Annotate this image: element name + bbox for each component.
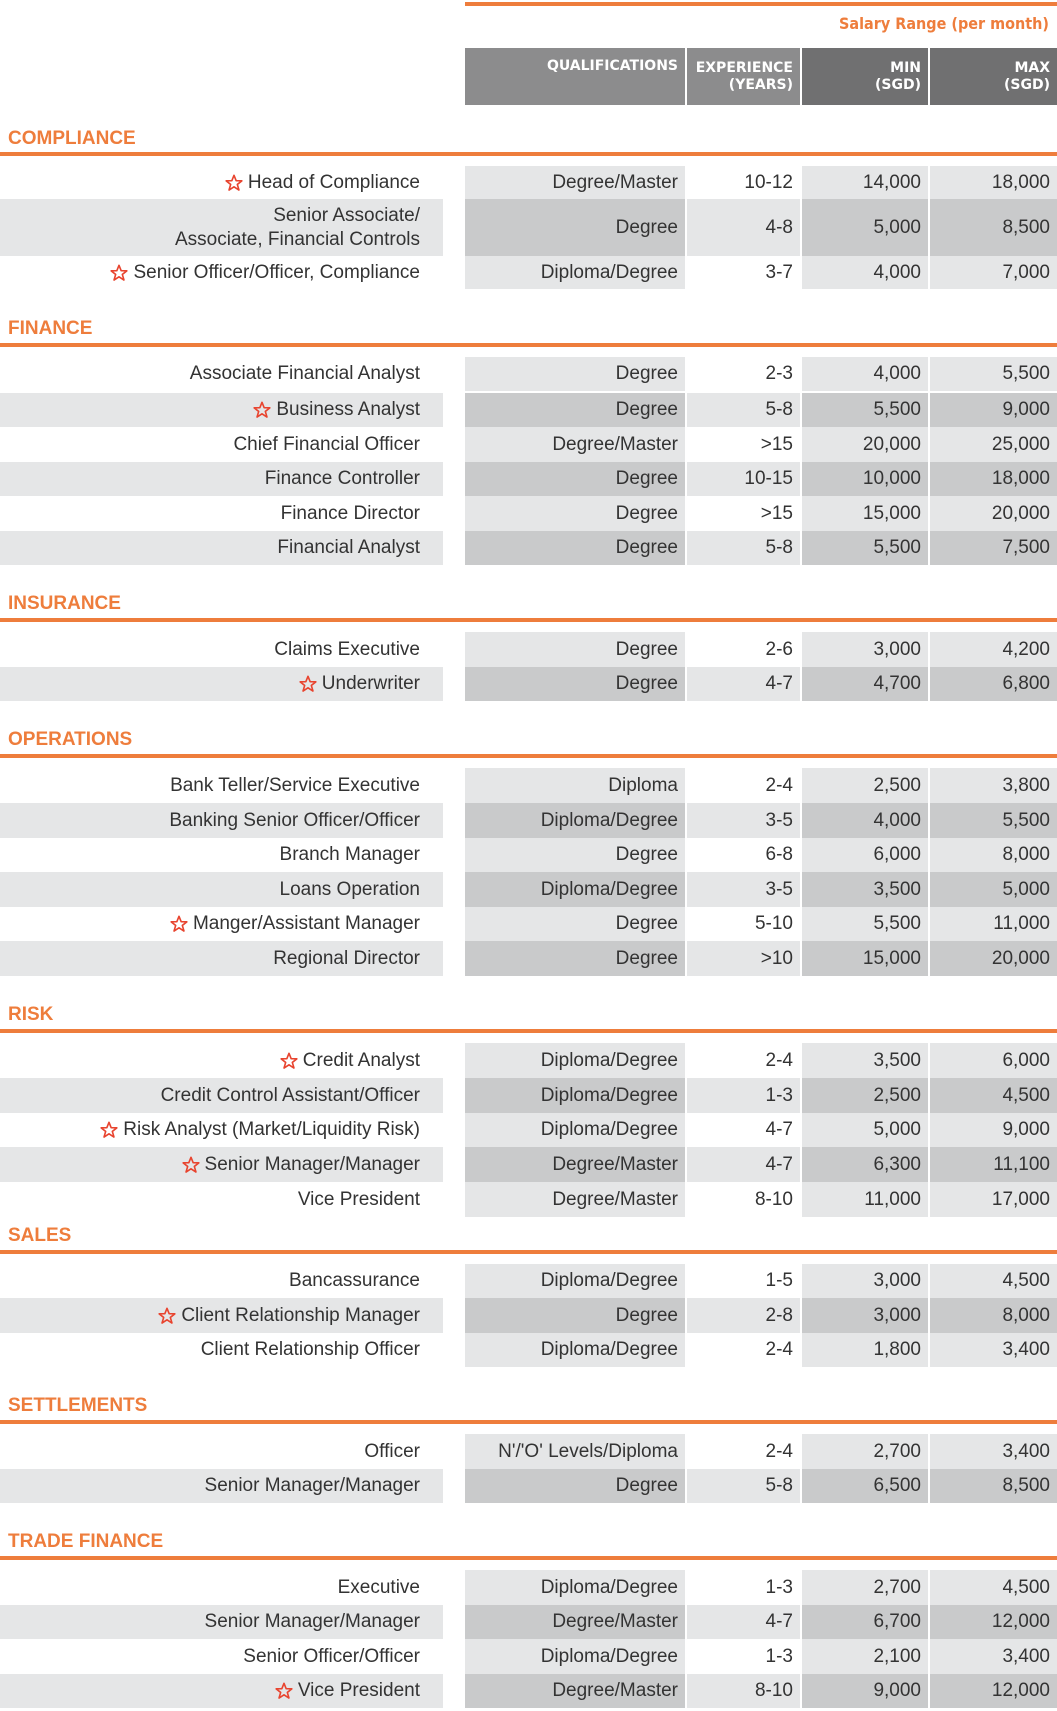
table-row: [0, 166, 1057, 199]
max-salary-cell: 8,500: [930, 1469, 1057, 1503]
section-divider: [0, 343, 1057, 347]
table-row: [0, 1043, 1057, 1078]
experience-cell: >10: [687, 941, 800, 976]
star-icon: [280, 1052, 298, 1070]
table-row: [0, 427, 1057, 462]
min-salary-cell: 3,000: [802, 1264, 928, 1298]
job-title: Senior Manager/Manager: [204, 1475, 420, 1496]
table-row: [0, 1147, 1057, 1182]
job-title-cell: [0, 1078, 443, 1113]
qualifications-header-label: QUALIFICATIONS: [546, 58, 678, 74]
experience-cell: 3-5: [687, 872, 800, 907]
job-title: Head of Compliance: [247, 171, 420, 193]
qualification-cell: Diploma/Degree: [465, 256, 685, 289]
job-title-cell: [0, 1333, 443, 1367]
job-title-cell: [0, 1469, 443, 1503]
qualification-cell: Degree: [465, 393, 685, 427]
min-salary-cell: 11,000: [802, 1182, 928, 1217]
qualification-cell: Diploma: [465, 768, 685, 803]
min-salary-cell: 4,700: [802, 667, 928, 701]
table-row: [0, 803, 1057, 838]
job-title-line: Associate, Financial Controls: [175, 228, 420, 250]
job-title: Underwriter: [321, 673, 420, 694]
min-salary-cell: 2,700: [802, 1434, 928, 1469]
experience-cell: 2-3: [687, 357, 800, 391]
max-salary-cell: 5,500: [930, 357, 1057, 391]
job-title-cell: [0, 1147, 443, 1182]
experience-header-unit: (YEARS): [728, 76, 793, 93]
table-row: [0, 1639, 1057, 1674]
job-title: Senior Manager/Manager: [204, 1611, 420, 1632]
section-title: SETTLEMENTS: [8, 1395, 148, 1416]
table-row: [0, 462, 1057, 496]
table-row: [0, 393, 1057, 427]
experience-cell: 1-5: [687, 1264, 800, 1298]
qualification-cell: Degree: [465, 838, 685, 872]
table-row: [0, 838, 1057, 872]
qualification-cell: Degree/Master: [465, 1605, 685, 1639]
star-icon: [225, 174, 243, 192]
job-title-cell: [0, 357, 443, 391]
experience-cell: 5-8: [687, 531, 800, 565]
job-title-cell: [0, 1264, 443, 1298]
table-row: [0, 667, 1057, 701]
table-row: [0, 768, 1057, 803]
job-title: Loans Operation: [279, 878, 420, 900]
min-salary-cell: 5,000: [802, 1113, 928, 1147]
job-title-cell: [0, 166, 443, 199]
table-row: [0, 1333, 1057, 1367]
max-salary-cell: 5,500: [930, 803, 1057, 838]
qualification-cell: Degree: [465, 357, 685, 391]
max-salary-cell: 11,100: [930, 1147, 1057, 1182]
experience-cell: 2-4: [687, 1043, 800, 1078]
job-title-cell: [0, 1639, 443, 1674]
job-title: Financial Analyst: [277, 537, 420, 558]
min-salary-cell: 20,000: [802, 427, 928, 462]
job-title-cell: [0, 1043, 443, 1078]
qualification-cell: Degree: [465, 941, 685, 976]
max-salary-cell: 20,000: [930, 941, 1057, 976]
experience-header-label: EXPERIENCE: [695, 59, 793, 76]
max-salary-cell: 9,000: [930, 393, 1057, 427]
experience-cell: 4-8: [687, 199, 800, 256]
section-title: TRADE FINANCE: [8, 1531, 164, 1552]
section-divider: [0, 1250, 1057, 1254]
star-icon: [100, 1121, 118, 1139]
max-salary-cell: 12,000: [930, 1674, 1057, 1708]
min-salary-cell: 5,500: [802, 531, 928, 565]
qualification-cell: Degree/Master: [465, 1147, 685, 1182]
max-salary-cell: 12,000: [930, 1605, 1057, 1639]
min-salary-cell: 6,000: [802, 838, 928, 872]
job-title: Banking Senior Officer/Officer: [169, 809, 420, 831]
experience-cell: 10-12: [687, 166, 800, 199]
min-salary-cell: 4,000: [802, 357, 928, 391]
qualification-cell: N'/'O' Levels/Diploma: [465, 1434, 685, 1469]
job-title-cell: [0, 632, 443, 667]
max-salary-cell: 18,000: [930, 166, 1057, 199]
qualification-cell: Degree: [465, 1469, 685, 1503]
section-divider: [0, 618, 1057, 622]
qualification-cell: Degree: [465, 667, 685, 701]
min-header-label: MIN: [890, 59, 921, 76]
experience-cell: 2-4: [687, 1333, 800, 1367]
min-salary-cell: 2,700: [802, 1570, 928, 1605]
job-title: Bancassurance: [289, 1270, 420, 1291]
min-salary-cell: 10,000: [802, 462, 928, 496]
qualification-cell: Diploma/Degree: [465, 1113, 685, 1147]
max-salary-cell: 8,000: [930, 1298, 1057, 1333]
max-salary-cell: 4,200: [930, 632, 1057, 667]
job-title: Credit Control Assistant/Officer: [160, 1084, 420, 1106]
max-header-label: MAX: [1014, 59, 1050, 76]
max-salary-cell: 9,000: [930, 1113, 1057, 1147]
experience-cell: 1-3: [687, 1639, 800, 1674]
job-title: Bank Teller/Service Executive: [170, 774, 420, 796]
qualification-cell: Degree/Master: [465, 1674, 685, 1708]
job-title: Credit Analyst: [302, 1049, 420, 1071]
table-row: [0, 1434, 1057, 1469]
star-icon: [170, 915, 188, 933]
table-row: [0, 531, 1057, 565]
table-row: [0, 357, 1057, 391]
job-title: Branch Manager: [279, 844, 420, 865]
table-row: [0, 1570, 1057, 1605]
experience-cell: 5-8: [687, 1469, 800, 1503]
table-row: [0, 256, 1057, 289]
job-title-cell: [0, 1182, 443, 1217]
job-title: Senior Manager/Manager: [204, 1153, 420, 1175]
experience-header: [687, 48, 800, 105]
experience-cell: >15: [687, 427, 800, 462]
max-salary-cell: 20,000: [930, 496, 1057, 531]
max-salary-cell: 5,000: [930, 872, 1057, 907]
qualification-cell: Diploma/Degree: [465, 803, 685, 838]
job-title: Senior Officer/Officer: [243, 1645, 420, 1667]
star-icon: [110, 264, 128, 282]
min-header-unit: (SGD): [875, 76, 921, 93]
job-title: Associate Financial Analyst: [189, 363, 420, 384]
max-salary-cell: 18,000: [930, 462, 1057, 496]
max-salary-cell: 7,000: [930, 256, 1057, 289]
experience-cell: 2-6: [687, 632, 800, 667]
job-title-cell: [0, 462, 443, 496]
min-salary-cell: 3,000: [802, 1298, 928, 1333]
max-salary-header: [930, 48, 1057, 105]
max-salary-cell: 4,500: [930, 1264, 1057, 1298]
job-title: Finance Director: [280, 502, 420, 524]
qualification-cell: Degree/Master: [465, 1182, 685, 1217]
min-salary-cell: 15,000: [802, 496, 928, 531]
section-divider: [0, 1420, 1057, 1424]
max-header-unit: (SGD): [1004, 76, 1050, 93]
job-title-cell: [0, 907, 443, 941]
qualification-cell: Diploma/Degree: [465, 1570, 685, 1605]
job-title: Chief Financial Officer: [233, 433, 420, 455]
experience-cell: 5-10: [687, 907, 800, 941]
section-title: FINANCE: [8, 318, 93, 339]
salary-range-caption: Salary Range (per month): [839, 14, 1049, 33]
min-salary-cell: 2,100: [802, 1639, 928, 1674]
max-salary-cell: 6,000: [930, 1043, 1057, 1078]
max-salary-cell: 8,000: [930, 838, 1057, 872]
job-title: Vice President: [297, 1188, 420, 1210]
max-salary-cell: 25,000: [930, 427, 1057, 462]
table-row: [0, 1674, 1057, 1708]
table-row: [0, 1182, 1057, 1217]
job-title-cell: [0, 1570, 443, 1605]
job-title-cell: [0, 768, 443, 803]
table-row: [0, 1264, 1057, 1298]
qualification-cell: Degree: [465, 632, 685, 667]
min-salary-cell: 1,800: [802, 1333, 928, 1367]
max-salary-cell: 4,500: [930, 1078, 1057, 1113]
job-title: Risk Analyst (Market/Liquidity Risk): [123, 1119, 420, 1140]
max-salary-cell: 8,500: [930, 199, 1057, 256]
star-icon: [158, 1307, 176, 1325]
max-salary-cell: 3,400: [930, 1639, 1057, 1674]
qualification-cell: Diploma/Degree: [465, 1078, 685, 1113]
job-title-cell: [0, 531, 443, 565]
experience-cell: 10-15: [687, 462, 800, 496]
max-salary-cell: 11,000: [930, 907, 1057, 941]
min-salary-cell: 3,500: [802, 872, 928, 907]
section-divider: [0, 754, 1057, 758]
experience-cell: 4-7: [687, 667, 800, 701]
table-row: [0, 1078, 1057, 1113]
min-salary-cell: 9,000: [802, 1674, 928, 1708]
section-divider: [0, 1029, 1057, 1033]
qualification-cell: Diploma/Degree: [465, 872, 685, 907]
star-icon: [275, 1682, 293, 1700]
max-salary-cell: 6,800: [930, 667, 1057, 701]
min-salary-cell: 5,500: [802, 907, 928, 941]
experience-cell: 3-5: [687, 803, 800, 838]
table-row: [0, 872, 1057, 907]
max-salary-cell: 3,400: [930, 1434, 1057, 1469]
min-salary-header: [802, 48, 928, 105]
job-title-cell: [0, 1674, 443, 1708]
job-title-cell: [0, 256, 443, 289]
top-accent-rule: [465, 2, 1057, 6]
experience-cell: 4-7: [687, 1605, 800, 1639]
job-title: Regional Director: [273, 947, 420, 969]
job-title-cell: [0, 496, 443, 531]
max-salary-cell: 17,000: [930, 1182, 1057, 1217]
table-row: [0, 1298, 1057, 1333]
experience-cell: 4-7: [687, 1113, 800, 1147]
experience-cell: >15: [687, 496, 800, 531]
table-row: [0, 1113, 1057, 1147]
min-salary-cell: 6,500: [802, 1469, 928, 1503]
min-salary-cell: 3,500: [802, 1043, 928, 1078]
section-title: INSURANCE: [8, 593, 121, 614]
job-title: Officer: [364, 1440, 420, 1462]
qualification-cell: Degree: [465, 1298, 685, 1333]
table-row: [0, 1605, 1057, 1639]
experience-cell: 8-10: [687, 1674, 800, 1708]
job-title: Vice President: [297, 1680, 420, 1701]
min-salary-cell: 2,500: [802, 768, 928, 803]
job-title-cell: [0, 1605, 443, 1639]
table-row: [0, 632, 1057, 667]
section-divider: [0, 152, 1057, 156]
job-title-cell: [0, 941, 443, 976]
table-row: [0, 1469, 1057, 1503]
min-salary-cell: 2,500: [802, 1078, 928, 1113]
experience-cell: 8-10: [687, 1182, 800, 1217]
qualification-cell: Degree: [465, 199, 685, 256]
job-title-cell: [0, 199, 443, 256]
experience-cell: 2-8: [687, 1298, 800, 1333]
job-title-cell: [0, 393, 443, 427]
job-title: Client Relationship Officer: [200, 1339, 420, 1360]
job-title: Claims Executive: [274, 638, 420, 660]
min-salary-cell: 15,000: [802, 941, 928, 976]
star-icon: [253, 401, 271, 419]
qualification-cell: Diploma/Degree: [465, 1639, 685, 1674]
section-title: RISK: [8, 1004, 54, 1025]
table-row: [0, 941, 1057, 976]
job-title: Manger/Assistant Manager: [192, 913, 420, 934]
qualification-cell: Degree: [465, 907, 685, 941]
job-title-cell: [0, 838, 443, 872]
max-salary-cell: 4,500: [930, 1570, 1057, 1605]
qualification-cell: Degree: [465, 531, 685, 565]
min-salary-cell: 4,000: [802, 803, 928, 838]
job-title-cell: [0, 1298, 443, 1333]
qualification-cell: Degree: [465, 462, 685, 496]
section-title: COMPLIANCE: [8, 128, 136, 149]
min-salary-cell: 6,700: [802, 1605, 928, 1639]
experience-cell: 1-3: [687, 1570, 800, 1605]
job-title-cell: [0, 1113, 443, 1147]
qualification-cell: Degree/Master: [465, 166, 685, 199]
job-title-line: Senior Associate/: [273, 204, 420, 226]
job-title-cell: [0, 803, 443, 838]
min-salary-cell: 5,500: [802, 393, 928, 427]
qualification-cell: Degree/Master: [465, 427, 685, 462]
table-row: [0, 199, 1057, 256]
min-salary-cell: 3,000: [802, 632, 928, 667]
job-title-cell: [0, 667, 443, 701]
min-salary-cell: 4,000: [802, 256, 928, 289]
qualifications-header: [465, 48, 685, 105]
max-salary-cell: 7,500: [930, 531, 1057, 565]
star-icon: [182, 1156, 200, 1174]
qualification-cell: Diploma/Degree: [465, 1043, 685, 1078]
job-title: Executive: [337, 1576, 420, 1598]
job-title: Client Relationship Manager: [181, 1304, 420, 1326]
job-title-cell: [0, 1434, 443, 1469]
qualification-cell: Degree: [465, 496, 685, 531]
section-title: SALES: [8, 1225, 72, 1246]
section-title: OPERATIONS: [8, 729, 133, 750]
qualification-cell: Diploma/Degree: [465, 1264, 685, 1298]
job-title: Business Analyst: [276, 399, 420, 420]
min-salary-cell: 6,300: [802, 1147, 928, 1182]
experience-cell: 1-3: [687, 1078, 800, 1113]
job-title: Senior Officer/Officer, Compliance: [133, 261, 420, 283]
min-salary-cell: 5,000: [802, 199, 928, 256]
star-icon: [299, 675, 317, 693]
experience-cell: 2-4: [687, 768, 800, 803]
section-divider: [0, 1556, 1057, 1560]
experience-cell: 6-8: [687, 838, 800, 872]
qualification-cell: Diploma/Degree: [465, 1333, 685, 1367]
experience-cell: 4-7: [687, 1147, 800, 1182]
max-salary-cell: 3,400: [930, 1333, 1057, 1367]
experience-cell: 2-4: [687, 1434, 800, 1469]
job-title: Finance Controller: [264, 468, 420, 489]
experience-cell: 5-8: [687, 393, 800, 427]
job-title-cell: [0, 872, 443, 907]
table-row: [0, 496, 1057, 531]
experience-cell: 3-7: [687, 256, 800, 289]
max-salary-cell: 3,800: [930, 768, 1057, 803]
min-salary-cell: 14,000: [802, 166, 928, 199]
job-title-cell: [0, 427, 443, 462]
table-row: [0, 907, 1057, 941]
